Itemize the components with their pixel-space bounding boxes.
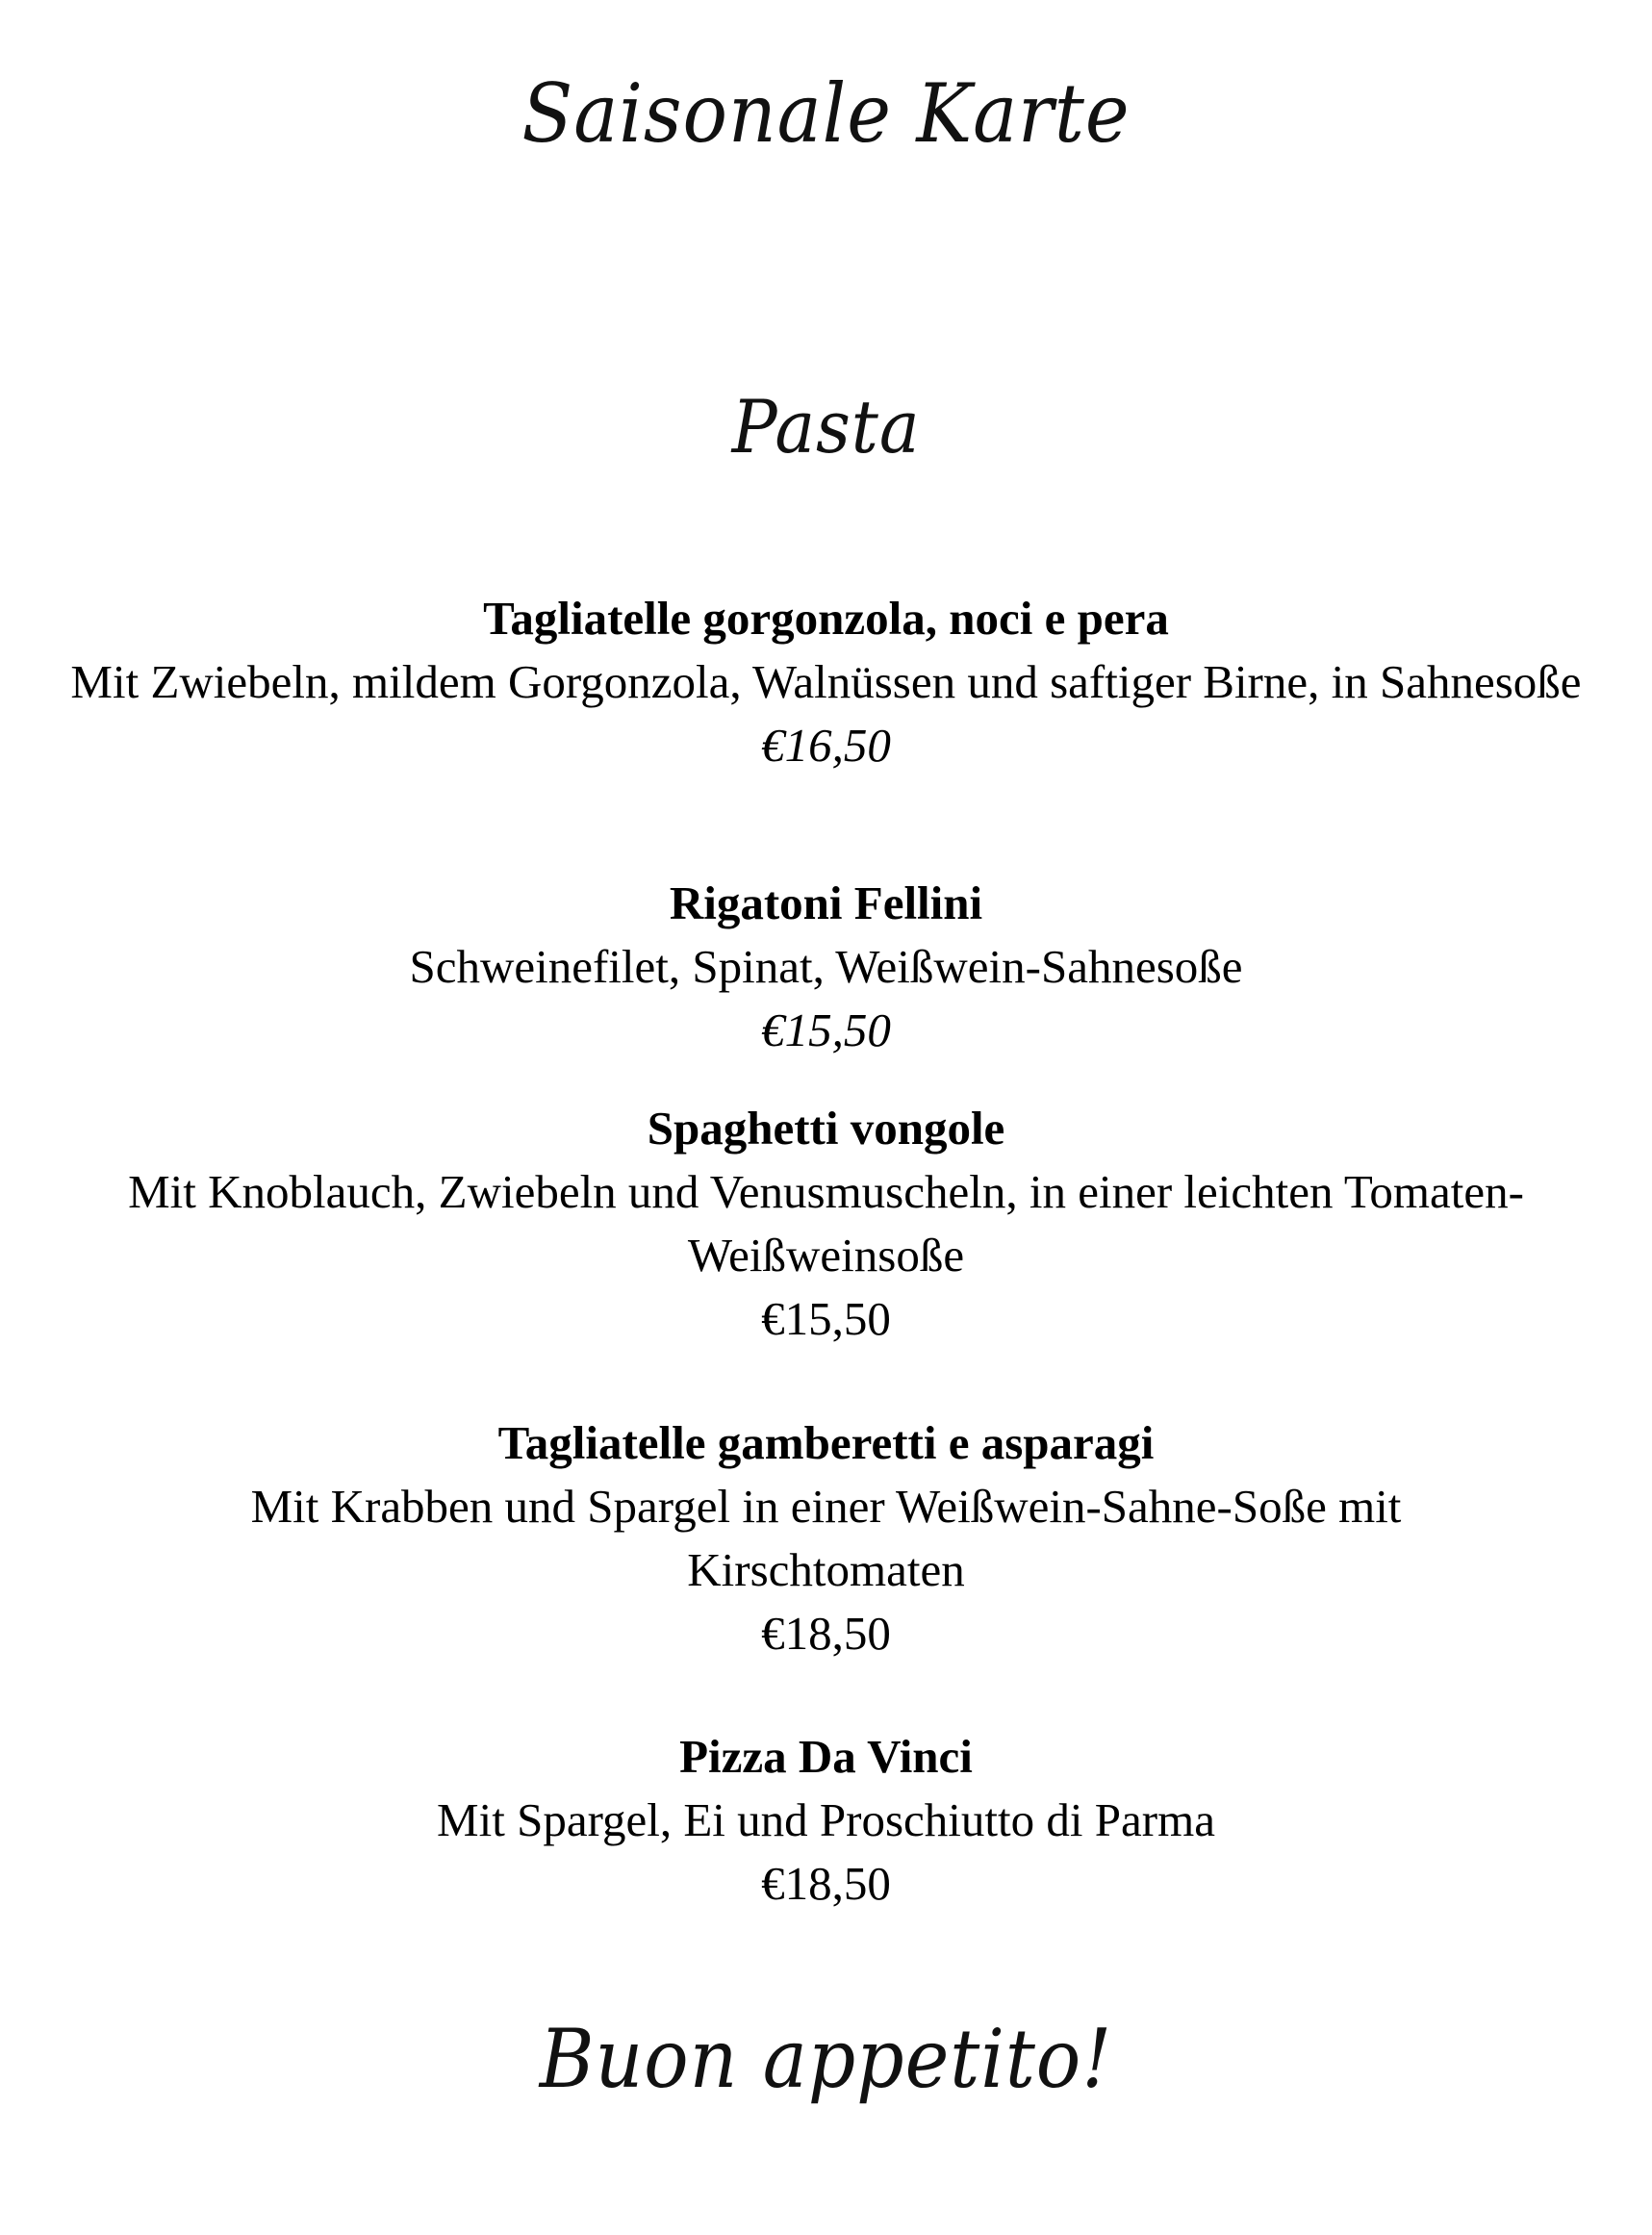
- dish-price: €18,50: [761, 1857, 891, 1910]
- menu-item: [106, 1097, 1546, 1351]
- menu-item: [144, 1411, 1508, 1665]
- menu-item: [58, 587, 1594, 777]
- dish-description: Schweinefilet, Spinat, Weißwein-Sahnesoße: [409, 940, 1243, 993]
- dish-name: Rigatoni Fellini: [669, 876, 983, 929]
- dish-price: €16,50: [761, 719, 891, 772]
- closing-greeting: Buon appetito!: [539, 2012, 1113, 2106]
- dish-name: Tagliatelle gamberetti e asparagi: [497, 1416, 1155, 1469]
- dish-description: Mit Zwiebeln, mildem Gorgonzola, Walnüssen und saftiger Birne, in Sahnesoße: [70, 655, 1582, 708]
- dish-name: Tagliatelle gorgonzola, noci e pera: [483, 592, 1169, 645]
- menu-item: [58, 1725, 1594, 1916]
- dish-description: Mit Spargel, Ei und Proschiutto di Parma: [437, 1793, 1215, 1846]
- dish-name: Pizza Da Vinci: [679, 1730, 973, 1783]
- dish-price: €18,50: [761, 1607, 891, 1660]
- dish-price: €15,50: [761, 1292, 891, 1345]
- dish-description: Mit Krabben und Spargel in einer Weißwein-Sahne-Soße mit Kirschtomaten: [250, 1480, 1402, 1596]
- dish-price: €15,50: [761, 1003, 891, 1056]
- dish-description: Mit Knoblauch, Zwiebeln und Venusmuscheln, in einer leichten Tomaten-Weißweinsoße: [128, 1165, 1524, 1282]
- menu-title: Saisonale Karte: [521, 66, 1131, 161]
- section-heading-pasta: Pasta: [731, 384, 921, 470]
- dish-name: Spaghetti vongole: [647, 1102, 1005, 1155]
- menu-item: [58, 872, 1594, 1062]
